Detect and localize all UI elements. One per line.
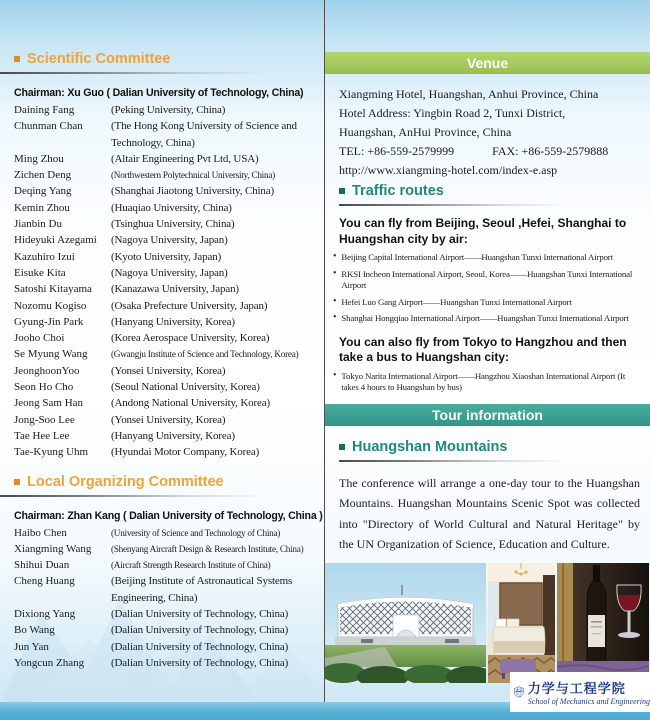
member-affiliation: (Gwangju Institute of Science and Technology, Korea) [111, 349, 299, 360]
committee-member-row [14, 330, 316, 346]
member-affiliation: (Osaka Prefecture University, Japan) [111, 299, 268, 312]
flight-route-text: Shanghai Hongqiao International Airport——Huangshan Tunxi International Airport [341, 313, 629, 323]
flight-route-item [333, 297, 644, 309]
air-routes-intro: You can fly from Beijing, Seoul ,Hefei, Shanghai to Huangshan city by air: [339, 216, 627, 246]
venue-telfax-row [339, 142, 642, 161]
member-affiliation: (Dalian University of Technology, China) [111, 656, 289, 669]
member-affiliation: (Hanyang University, Korea) [111, 315, 235, 328]
heading-divider [0, 72, 268, 74]
member-name: Xiangming Wang [14, 542, 92, 555]
list-bullet-icon: • [333, 267, 337, 279]
local-member-list [14, 525, 316, 672]
section-title: Local Organizing Committee [27, 473, 224, 490]
scientific-committee-heading [14, 50, 316, 68]
bus-routes-intro: You can also fly from Tokyo to Hangzhou and then take a bus to Huangshan city: [339, 334, 627, 364]
committee-member-row [14, 183, 316, 199]
flight-route-item [333, 252, 644, 264]
square-bullet-icon [339, 444, 345, 450]
list-bullet-icon: • [333, 295, 337, 307]
member-name: Jun Yan [14, 640, 49, 653]
member-name: Tae Hee Lee [14, 429, 70, 442]
member-affiliation: (Dalian University of Technology, China) [111, 640, 289, 653]
member-affiliation: (Aircraft Strength Research Institute of China) [111, 560, 271, 571]
member-affiliation: (Korea Aerospace University, Korea) [111, 332, 270, 345]
committee-member-row [14, 102, 316, 118]
committee-member-row [14, 412, 316, 428]
member-affiliation: (Andong National University, Korea) [111, 397, 270, 410]
tour-description: The conference will arrange a one-day tour to the Huangshan Mountains. Huangshan Mountains Scenic Spot was collected into "Directory of World Cultural and Natural Heritage" by the UN Organization of Science, Education and Culture. [339, 475, 640, 551]
local-chairman-line: Chairman: Zhan Kang ( Dalian University of Technology, China ) [14, 509, 323, 522]
member-name: Jianbin Du [14, 218, 62, 231]
photo-hotel-exterior [325, 563, 486, 683]
square-bullet-icon [339, 188, 345, 194]
member-name: Satoshi Kitayama [14, 283, 92, 296]
venue-address-line: Xiangming Hotel, Huangshan, Anhui Province, China [339, 87, 599, 101]
member-name: Tae-Kyung Uhm [14, 446, 89, 459]
committee-member-row [14, 395, 316, 411]
committee-member-row [14, 363, 316, 379]
air-routes-list [333, 252, 644, 325]
member-affiliation: (Tsinghua University, China) [111, 218, 235, 231]
member-affiliation: (University of Science and Technology of China) [111, 527, 281, 538]
member-affiliation: (Dalian University of Technology, China) [111, 608, 289, 621]
member-name: Hideyuki Azegami [14, 234, 97, 247]
logo-chinese-name: 力学与工程学院 [527, 681, 626, 696]
member-name: Shihui Duan [14, 559, 70, 572]
member-affiliation: (Kanazawa University, Japan) [111, 283, 239, 296]
committee-member-row [14, 265, 316, 281]
committee-member-row [14, 606, 316, 622]
heading-divider [339, 460, 567, 462]
venue-tel: TEL: +86-559-2579999 [339, 144, 455, 158]
venue-banner: Venue [325, 52, 650, 74]
committee-member-row [14, 314, 316, 330]
member-name: Yongcun Zhang [14, 656, 85, 669]
member-affiliation: (Nagoya University, Japan) [111, 234, 228, 247]
local-committee-heading [14, 473, 316, 491]
member-name: Dixiong Yang [14, 608, 76, 621]
member-affiliation: (Altair Engineering Pvt Ltd, USA) [111, 152, 259, 165]
venue-url[interactable]: http://www.xiangming-hotel.com/index-e.asp [339, 163, 558, 177]
traffic-routes-heading [339, 182, 650, 200]
school-crest-icon [514, 675, 524, 709]
member-affiliation: (Shenyang Aircraft Design & Research Institute, China) [111, 543, 304, 554]
committee-member-row [14, 151, 316, 167]
member-affiliation: (Huaqiao University, China) [111, 201, 232, 214]
section-title: Huangshan Mountains [352, 438, 508, 455]
member-affiliation: (Seoul National University, Korea) [111, 381, 260, 394]
bus-routes-list [333, 371, 644, 394]
member-name: Zichen Deng [14, 169, 72, 182]
member-affiliation: (Yonsei University, Korea) [111, 364, 226, 377]
scientific-member-list [14, 102, 316, 461]
heading-divider [0, 495, 268, 497]
committee-member-row [14, 557, 316, 573]
committee-member-row [14, 298, 316, 314]
committee-member-row [14, 379, 316, 395]
photo-strip [325, 563, 650, 683]
member-affiliation: (Kyoto University, Japan) [111, 250, 222, 263]
member-name: Ming Zhou [14, 152, 64, 165]
flight-route-text: Tokyo Narita International Airport——Hangzhou Xiaoshan International Airport (It takes 4 hours to Huangshan by bus) [341, 370, 626, 392]
photo-wine [557, 563, 649, 683]
huangshan-mountains-heading [339, 438, 650, 456]
member-affiliation: (Hyundai Motor Company, Korea) [111, 446, 260, 459]
logo-english-name: School of Mechanics and Engineering [527, 697, 650, 706]
member-name: Jooho Choi [14, 332, 65, 345]
square-bullet-icon [14, 56, 20, 62]
member-affiliation: (Beijing Institute of Astronautical Systems Engineering, China) [111, 575, 293, 604]
square-bullet-icon [14, 479, 20, 485]
committee-member-row [14, 573, 316, 606]
list-bullet-icon: • [333, 369, 337, 381]
member-affiliation: (Nagoya University, Japan) [111, 266, 228, 279]
member-name: Eisuke Kita [14, 266, 66, 279]
heading-divider [339, 204, 567, 206]
committee-member-row [14, 216, 316, 232]
member-affiliation: (Shanghai Jiaotong University, China) [111, 185, 274, 198]
member-name: Gyung-Jin Park [14, 315, 84, 328]
tour-information-banner: Tour information [325, 404, 650, 426]
member-affiliation: (Northwestern Polytechnical University, China) [111, 170, 275, 181]
right-column [325, 0, 650, 702]
member-name: JeonghoonYoo [14, 364, 80, 377]
committee-member-row [14, 346, 316, 362]
school-logo [510, 672, 650, 712]
venue-details [325, 74, 650, 182]
member-name: Kemin Zhou [14, 201, 70, 214]
list-bullet-icon: • [333, 312, 337, 323]
section-title: Traffic routes [352, 183, 444, 199]
committee-member-row [14, 167, 316, 183]
member-name: Deqing Yang [14, 185, 72, 198]
member-name: Se Myung Wang [14, 348, 88, 361]
committee-member-row [14, 541, 316, 557]
left-column [0, 0, 325, 702]
flight-route-text: Hefei Luo Gang Airport——Huangshan Tunxi International Airport [341, 296, 572, 307]
member-affiliation: (Peking University, China) [111, 104, 226, 116]
committee-member-row [14, 118, 316, 151]
committee-member-row [14, 525, 316, 541]
photo-hotel-room [488, 563, 555, 683]
venue-address-line: Hotel Address: Yingbin Road 2, Tunxi District, [339, 106, 566, 120]
committee-member-row [14, 622, 316, 638]
flight-route-item [333, 313, 644, 325]
venue-fax: FAX: +86-559-2579888 [492, 144, 609, 158]
member-name: Daining Fang [14, 104, 75, 116]
member-name: Nozomu Kogiso [14, 299, 87, 312]
flight-route-item [333, 269, 644, 292]
flight-route-text: RKSI Incheon International Airport, Seoul, Korea——Huangshan Tunxi International Airport [341, 268, 633, 290]
committee-member-row [14, 655, 316, 671]
member-affiliation: (Dalian University of Technology, China) [111, 624, 289, 637]
committee-member-row [14, 444, 316, 460]
committee-member-row [14, 428, 316, 444]
flight-route-text: Beijing Capital International Airport——Huangshan Tunxi International Airport [341, 252, 613, 262]
member-name: Bo Wang [14, 624, 55, 637]
committee-member-row [14, 639, 316, 655]
section-title: Scientific Committee [27, 51, 171, 67]
member-affiliation: (The Hong Kong University of Science and Technology, China) [111, 120, 297, 149]
committee-member-row [14, 281, 316, 297]
member-affiliation: (Yonsei University, Korea) [111, 413, 226, 426]
committee-member-row [14, 249, 316, 265]
member-name: Cheng Huang [14, 575, 75, 588]
member-name: Chunman Chan [14, 120, 83, 133]
venue-address-line: Huangshan, AnHui Province, China [339, 125, 512, 139]
flight-route-item [333, 371, 644, 394]
committee-member-row [14, 200, 316, 216]
member-name: Jong-Soo Lee [14, 413, 75, 426]
list-bullet-icon: • [333, 251, 337, 262]
venue-address-lines [339, 85, 642, 142]
member-name: Seon Ho Cho [14, 381, 74, 394]
scientific-chairman-line: Chairman: Xu Guo ( Dalian University of Technology, China) [14, 87, 304, 99]
member-name: Jeong Sam Han [14, 397, 84, 410]
committee-member-row [14, 232, 316, 248]
member-affiliation: (Hanyang University, Korea) [111, 429, 235, 442]
member-name: Kazuhiro Izui [14, 250, 75, 263]
member-name: Haibo Chen [14, 526, 67, 539]
